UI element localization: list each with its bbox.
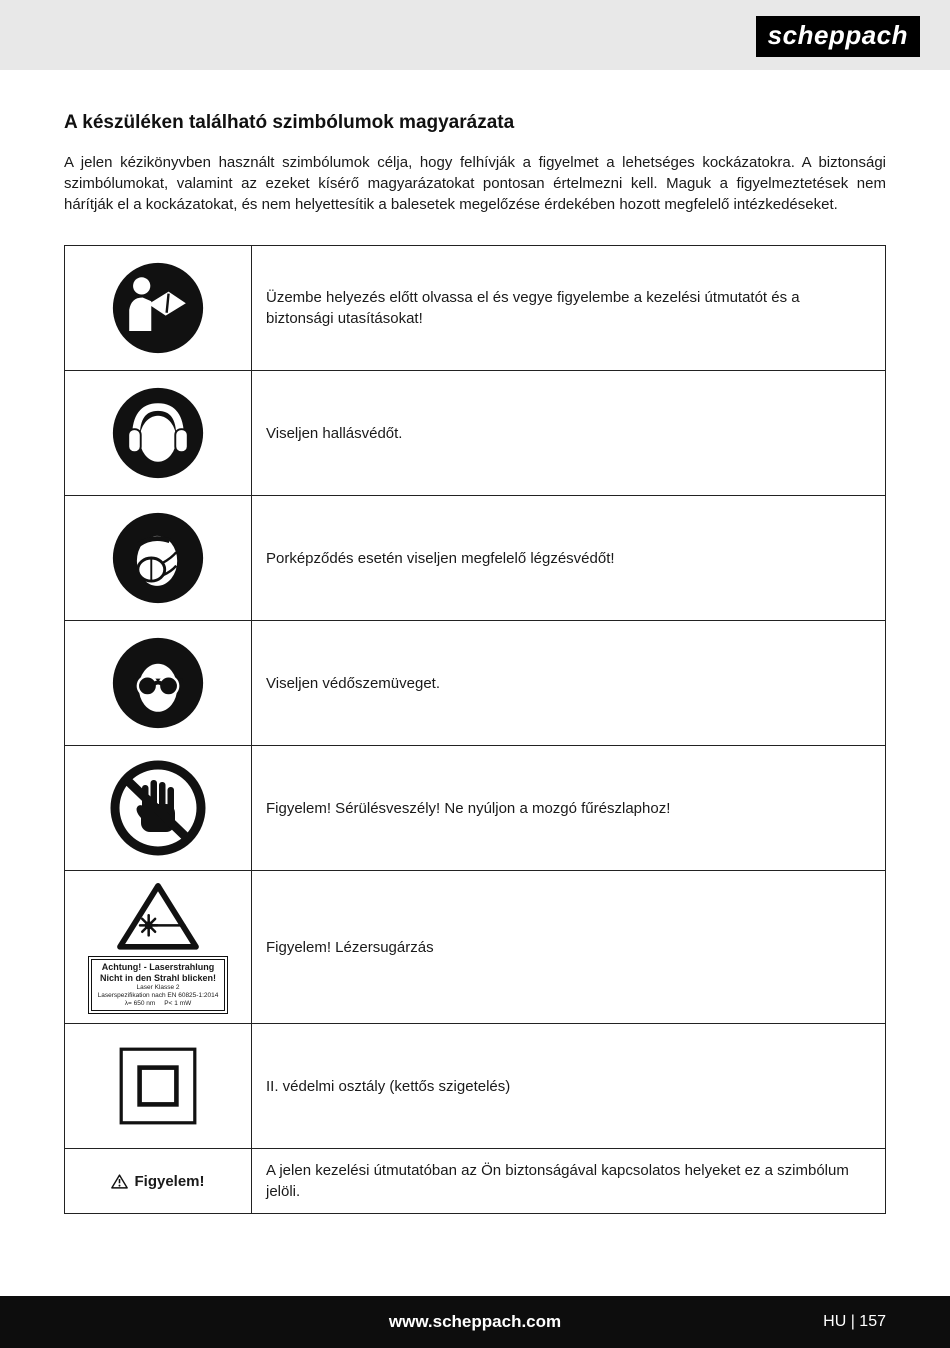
footer-page-indicator: HU | 157 xyxy=(823,1313,886,1330)
warning-triangle-icon xyxy=(111,1174,128,1189)
laser-warning-icon xyxy=(115,880,201,952)
symbol-description: A jelen kezelési útmutatóban az Ön biztonságával kapcsolatos helyeket ez a szimbólum jelöli. xyxy=(252,1149,886,1214)
symbol-description: Figyelem! Lézersugárzás xyxy=(252,871,886,1024)
respirator-icon xyxy=(110,510,206,606)
safety-glasses-icon xyxy=(110,635,206,731)
footer-bar xyxy=(0,1296,950,1348)
laser-spec-label-inner xyxy=(91,959,225,1011)
scheppach-logo xyxy=(756,16,920,57)
icon-cell xyxy=(65,1149,252,1214)
laser-label-line: Laser Klasse 2 xyxy=(136,984,180,991)
table-row xyxy=(65,371,886,496)
icon-cell xyxy=(65,621,252,746)
symbol-description: II. védelmi osztály (kettős szigetelés) xyxy=(252,1024,886,1149)
no-touch-icon xyxy=(108,758,208,858)
header-bar xyxy=(0,0,950,70)
page-title: A készüléken található szimbólumok magyarázata xyxy=(64,112,515,133)
symbol-description: Porképződés esetén viseljen megfelelő légzésvédőt! xyxy=(252,496,886,621)
symbol-description: Üzembe helyezés előtt olvassa el és vegye figyelembe a kezelési útmutatót és a biztonsági utasításokat! xyxy=(252,246,886,371)
attention-label: Figyelem! xyxy=(134,1172,205,1190)
table-row xyxy=(65,1149,886,1214)
table-row xyxy=(65,496,886,621)
laser-warning-block xyxy=(65,880,251,1014)
intro-paragraph: A jelen kézikönyvben használt szimbólumok célja, hogy felhívják a figyelmet a lehetséges kockázatokra. A biztonsági szimbólumokat, valamint az ezeket kísérő magyarázatokat pontosan értelmezni kell. Maguk a figyelmeztetések nem hárítják el a kockázatokat, és nem helyettesítik a balesetek megelőzése érdekében hozott megfelelő intézkedéseket. xyxy=(64,154,886,213)
double-insulation-icon xyxy=(112,1040,204,1132)
content-area xyxy=(64,70,886,1214)
symbol-description: Figyelem! Sérülésveszély! Ne nyúljon a mozgó fűrészlaphoz! xyxy=(252,746,886,871)
table-row xyxy=(65,871,886,1024)
icon-cell xyxy=(65,496,252,621)
symbol-table xyxy=(64,245,886,1214)
footer-website: www.scheppach.com xyxy=(388,1312,562,1331)
laser-label-line: Laserspezifikation nach EN 60825-1:2014 xyxy=(97,992,219,999)
icon-cell xyxy=(65,871,252,1024)
table-row xyxy=(65,746,886,871)
table-row xyxy=(65,1024,886,1149)
icon-cell xyxy=(65,246,252,371)
icon-cell xyxy=(65,746,252,871)
icon-cell xyxy=(65,1024,252,1149)
symbol-description: Viseljen védőszemüveget. xyxy=(252,621,886,746)
icon-cell xyxy=(65,371,252,496)
table-row xyxy=(65,621,886,746)
laser-label-line: Nicht in den Strahl blicken! xyxy=(99,973,216,983)
laser-label-line: λ= 650 nm P< 1 mW xyxy=(124,1000,192,1007)
table-row xyxy=(65,246,886,371)
ear-protection-icon xyxy=(110,385,206,481)
laser-label-line: Achtung! - Laserstrahlung xyxy=(101,962,215,972)
laser-spec-label xyxy=(88,956,228,1014)
symbol-description: Viseljen hallásvédőt. xyxy=(252,371,886,496)
attention-marker xyxy=(65,1173,251,1190)
read-manual-icon xyxy=(110,260,206,356)
logo-text: scheppach xyxy=(767,20,908,50)
